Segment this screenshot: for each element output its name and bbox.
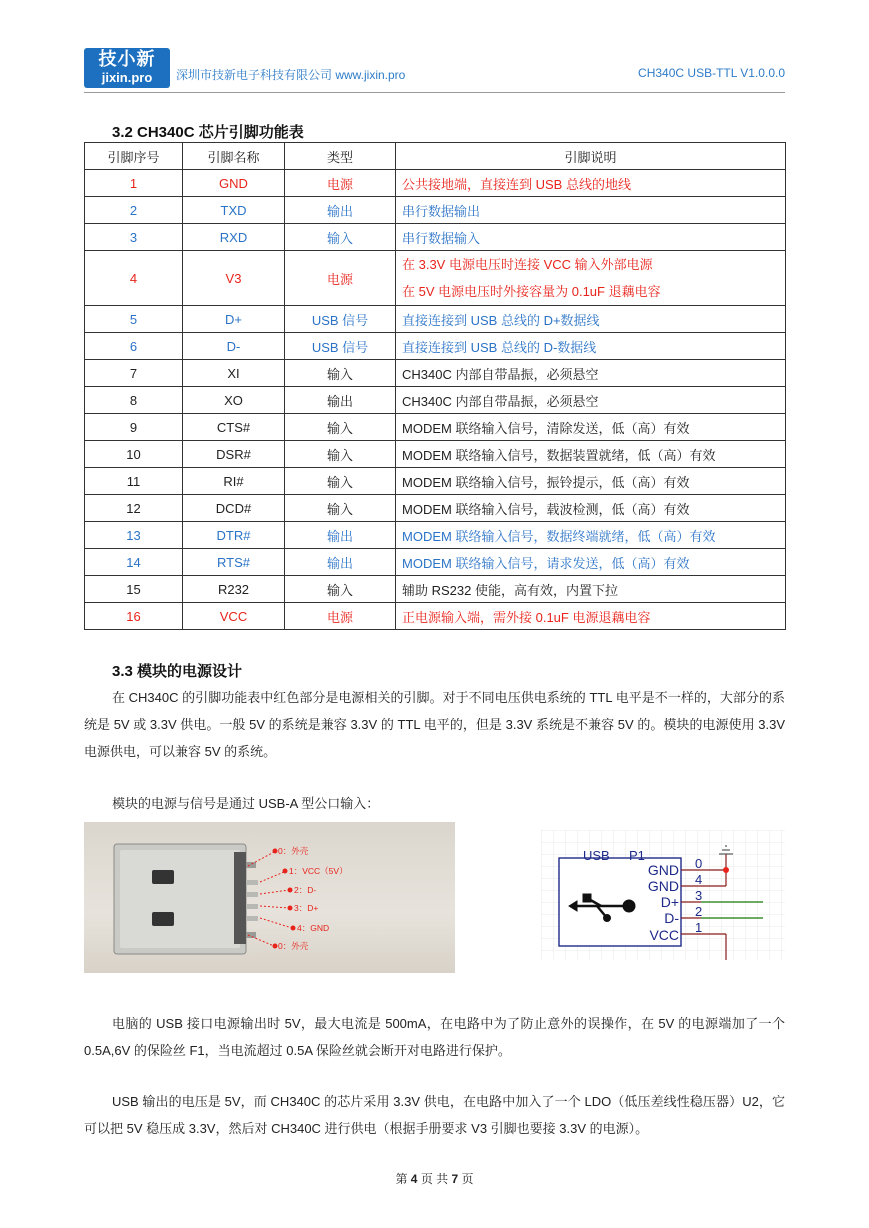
pin-name-cell: RXD: [183, 224, 285, 251]
usb-p1-schematic: [541, 830, 785, 960]
pin-number-cell: 16: [85, 603, 183, 630]
pin-description-cell: 正电源输入端，需外接 0.1uF 电源退藕电容: [396, 603, 786, 630]
pin-number-cell: 1: [85, 170, 183, 197]
pin-description-cell: 串行数据输入: [396, 224, 786, 251]
table-row: [85, 224, 786, 251]
pin-name-cell: CTS#: [183, 414, 285, 441]
schematic-pin-gnd: GND: [647, 878, 679, 894]
pin-description-cell: CH340C 内部自带晶振，必须悬空: [396, 387, 786, 414]
footer-middle: 页 共: [420, 1172, 449, 1186]
pin-name-cell: RTS#: [183, 549, 285, 576]
paragraph-usb-input: 模块的电源与信号是通过 USB-A 型公口输入：: [112, 796, 380, 811]
schematic-title: USB: [583, 848, 610, 863]
page-footer: [0, 1170, 869, 1187]
pin-type-cell: 电源: [285, 603, 396, 630]
current-page-number: 4: [410, 1172, 418, 1186]
pin-number-cell: 6: [85, 333, 183, 360]
pin-type-cell: 输出: [285, 197, 396, 224]
document-version: CH340C USB-TTL V1.0.0.0: [638, 66, 785, 80]
column-header-pin-name: 引脚名称: [183, 143, 285, 170]
pin-type-cell: 输入: [285, 441, 396, 468]
pin-number-cell: 4: [85, 251, 183, 306]
photo-label-shell-top: 0：外壳: [278, 846, 309, 856]
pin-number-cell: 12: [85, 495, 183, 522]
pin-name-cell: DTR#: [183, 522, 285, 549]
schematic-num-0: 0: [695, 856, 703, 871]
paragraph-power-pins: 在 CH340C 的引脚功能表中红色部分是电源相关的引脚。对于不同电压供电系统的 TTL 电平是不一样的，大部分的系统是 5V 或 3.3V 供电。一般 5V 的系统是兼容 3.3V 的 TTL 电平的，但是 3.3V 系统是不兼容 5V 的。模块的电源使用 3.3V 电源供电，可以兼容 5V 的系统。: [84, 690, 785, 759]
pin-type-cell: 电源: [285, 251, 396, 306]
pin-description-cell: MODEM 联络输入信号，清除发送，低（高）有效: [396, 414, 786, 441]
table-row: [85, 549, 786, 576]
pin-name-cell: XO: [183, 387, 285, 414]
schematic-num-4: 4: [695, 872, 703, 887]
table-row: [85, 603, 786, 630]
schematic-num-1: 1: [695, 920, 703, 935]
column-header-description: 引脚说明: [396, 143, 786, 170]
company-name: 深圳市技新电子科技有限公司 www.jixin.pro: [176, 68, 406, 82]
pin-type-cell: 输入: [285, 414, 396, 441]
table-row: [85, 360, 786, 387]
pin-type-cell: USB 信号: [285, 333, 396, 360]
pin-description-line: 在 5V 电源电压时外接容量为 0.1uF 退藕电容: [402, 284, 661, 299]
pin-name-cell: D-: [183, 333, 285, 360]
pin-number-cell: 3: [85, 224, 183, 251]
usb-schematic: [541, 830, 785, 960]
footer-prefix: 第: [395, 1172, 408, 1186]
table-row: [85, 387, 786, 414]
pin-name-cell: XI: [183, 360, 285, 387]
table-row: [85, 441, 786, 468]
pin-name-cell: V3: [183, 251, 285, 306]
total-page-count: 7: [451, 1172, 459, 1186]
pin-number-cell: 7: [85, 360, 183, 387]
pin-description-cell: CH340C 内部自带晶振，必须悬空: [396, 360, 786, 387]
table-row: [85, 170, 786, 197]
paragraph-fuse: 电脑的 USB 接口电源输出时 5V，最大电流是 500mA，在电路中为了防止意外的误操作，在 5V 的电源端加了一个 0.5A,6V 的保险丝 F1，当电流超过 0.5A 保险丝就会断开对电路进行保护。: [84, 1016, 785, 1058]
table-header-row: [85, 143, 786, 170]
table-row: [85, 414, 786, 441]
pin-type-cell: 输出: [285, 387, 396, 414]
pin-description-cell: [396, 251, 786, 306]
pin-description-cell: 直接连接到 USB 总线的 D-数据线: [396, 333, 786, 360]
pin-description-cell: 公共接地端，直接连到 USB 总线的地线: [396, 170, 786, 197]
page-header: [84, 48, 785, 93]
pin-type-cell: 输入: [285, 495, 396, 522]
pin-type-cell: 输出: [285, 549, 396, 576]
photo-label-shell-bottom: 0：外壳: [278, 941, 309, 951]
pin-type-cell: 输出: [285, 522, 396, 549]
table-row: [85, 251, 786, 306]
photo-label-d-plus: 3：D+: [294, 903, 319, 913]
pin-number-cell: 15: [85, 576, 183, 603]
pin-name-cell: R232: [183, 576, 285, 603]
table-row: [85, 197, 786, 224]
photo-label-d-minus: 2：D-: [294, 885, 317, 895]
table-row: [85, 522, 786, 549]
pin-type-cell: 输入: [285, 468, 396, 495]
pin-type-cell: 输入: [285, 360, 396, 387]
pin-name-cell: DSR#: [183, 441, 285, 468]
company-logo: [84, 48, 170, 88]
logo-text-bottom: jixin.pro: [101, 70, 153, 85]
pin-name-cell: GND: [183, 170, 285, 197]
pin-name-cell: DCD#: [183, 495, 285, 522]
schematic-pin-gnd-shell: GND: [647, 862, 679, 878]
pin-number-cell: 14: [85, 549, 183, 576]
pin-description-cell: MODEM 联络输入信号，数据终端就绪，低（高）有效: [396, 522, 786, 549]
pin-name-cell: RI#: [183, 468, 285, 495]
table-row: [85, 306, 786, 333]
paragraph-ldo: USB 输出的电压是 5V，而 CH340C 的芯片采用 3.3V 供电，在电路中加入了一个 LDO（低压差线性稳压器）U2，它可以把 5V 稳压成 3.3V，然后对 CH340C 进行供电（根据手册要求 V3 引脚也要接 3.3V 的电源）。: [84, 1094, 786, 1136]
logo-text-top: 技小新: [98, 49, 156, 69]
schematic-pin-d-minus: D-: [664, 910, 679, 926]
pin-type-cell: 输入: [285, 224, 396, 251]
pin-number-cell: 11: [85, 468, 183, 495]
footer-suffix: 页: [461, 1172, 474, 1186]
pin-description-cell: 辅助 RS232 使能，高有效，内置下拉: [396, 576, 786, 603]
pin-number-cell: 8: [85, 387, 183, 414]
pin-number-cell: 5: [85, 306, 183, 333]
pin-name-cell: D+: [183, 306, 285, 333]
pin-number-cell: 10: [85, 441, 183, 468]
usb-plug-illustration: [84, 822, 455, 973]
pin-description-cell: MODEM 联络输入信号，请求发送，低（高）有效: [396, 549, 786, 576]
column-header-type: 类型: [285, 143, 396, 170]
photo-label-vcc: 1：VCC（5V）: [289, 866, 348, 876]
pin-description-cell: 串行数据输出: [396, 197, 786, 224]
pin-description-cell: MODEM 联络输入信号，数据装置就绪，低（高）有效: [396, 441, 786, 468]
usb-connector-photo: [84, 822, 455, 973]
schematic-num-3: 3: [695, 888, 703, 903]
pin-description-cell: MODEM 联络输入信号，载波检测，低（高）有效: [396, 495, 786, 522]
schematic-pin-d-plus: D+: [660, 894, 679, 910]
pin-number-cell: 9: [85, 414, 183, 441]
schematic-ref: P1: [629, 848, 645, 863]
pin-name-cell: VCC: [183, 603, 285, 630]
table-row: [85, 333, 786, 360]
schematic-pin-vcc: VCC: [649, 927, 679, 943]
pin-description-cell: MODEM 联络输入信号，振铃提示，低（高）有效: [396, 468, 786, 495]
table-row: [85, 468, 786, 495]
pin-description-line: 在 3.3V 电源电压时连接 VCC 输入外部电源: [402, 257, 653, 272]
pin-number-cell: 13: [85, 522, 183, 549]
pin-type-cell: USB 信号: [285, 306, 396, 333]
table-row: [85, 576, 786, 603]
pin-name-cell: TXD: [183, 197, 285, 224]
column-header-pin-number: 引脚序号: [85, 143, 183, 170]
pin-type-cell: 输入: [285, 576, 396, 603]
pin-table-body: [85, 170, 786, 630]
pin-number-cell: 2: [85, 197, 183, 224]
photo-label-gnd: 4：GND: [297, 923, 330, 933]
section-title-3-2: 3.2 CH340C 芯片引脚功能表: [112, 124, 304, 141]
pin-type-cell: 电源: [285, 170, 396, 197]
table-row: [85, 495, 786, 522]
pin-description-cell: 直接连接到 USB 总线的 D+数据线: [396, 306, 786, 333]
pin-function-table: [84, 142, 786, 630]
section-title-3-3: 3.3 模块的电源设计: [112, 663, 243, 680]
schematic-num-2: 2: [695, 904, 703, 919]
